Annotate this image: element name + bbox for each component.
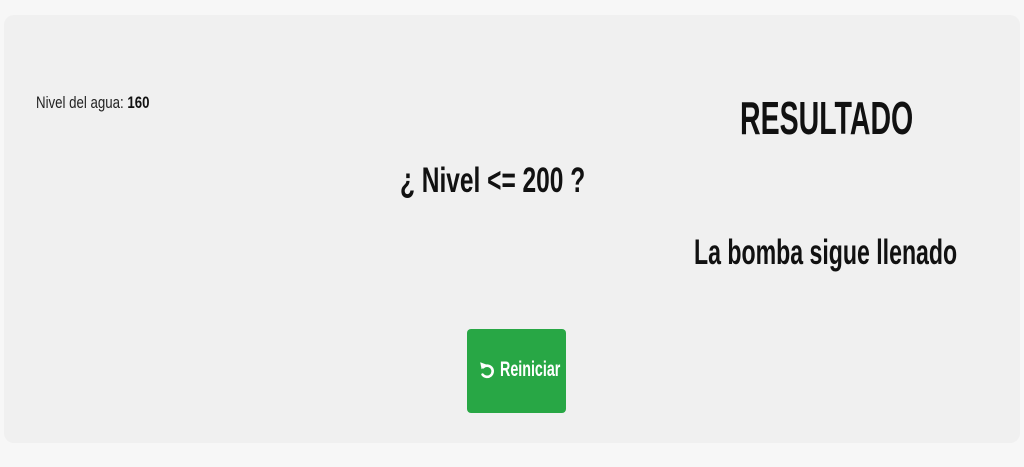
water-level-label: Nivel del agua:: [36, 93, 124, 112]
simulation-panel: [4, 15, 1020, 443]
result-title: RESULTADO: [740, 92, 914, 144]
rotate-left-icon: [479, 359, 496, 381]
water-level-value: 160: [127, 93, 150, 112]
reset-button-label: Reiniciar: [500, 358, 561, 381]
result-message: La bomba sigue llenado: [694, 233, 958, 272]
water-level-readout: [36, 93, 150, 113]
condition-question: ¿ Nivel <= 200 ?: [400, 161, 586, 200]
reset-button[interactable]: [467, 329, 566, 413]
